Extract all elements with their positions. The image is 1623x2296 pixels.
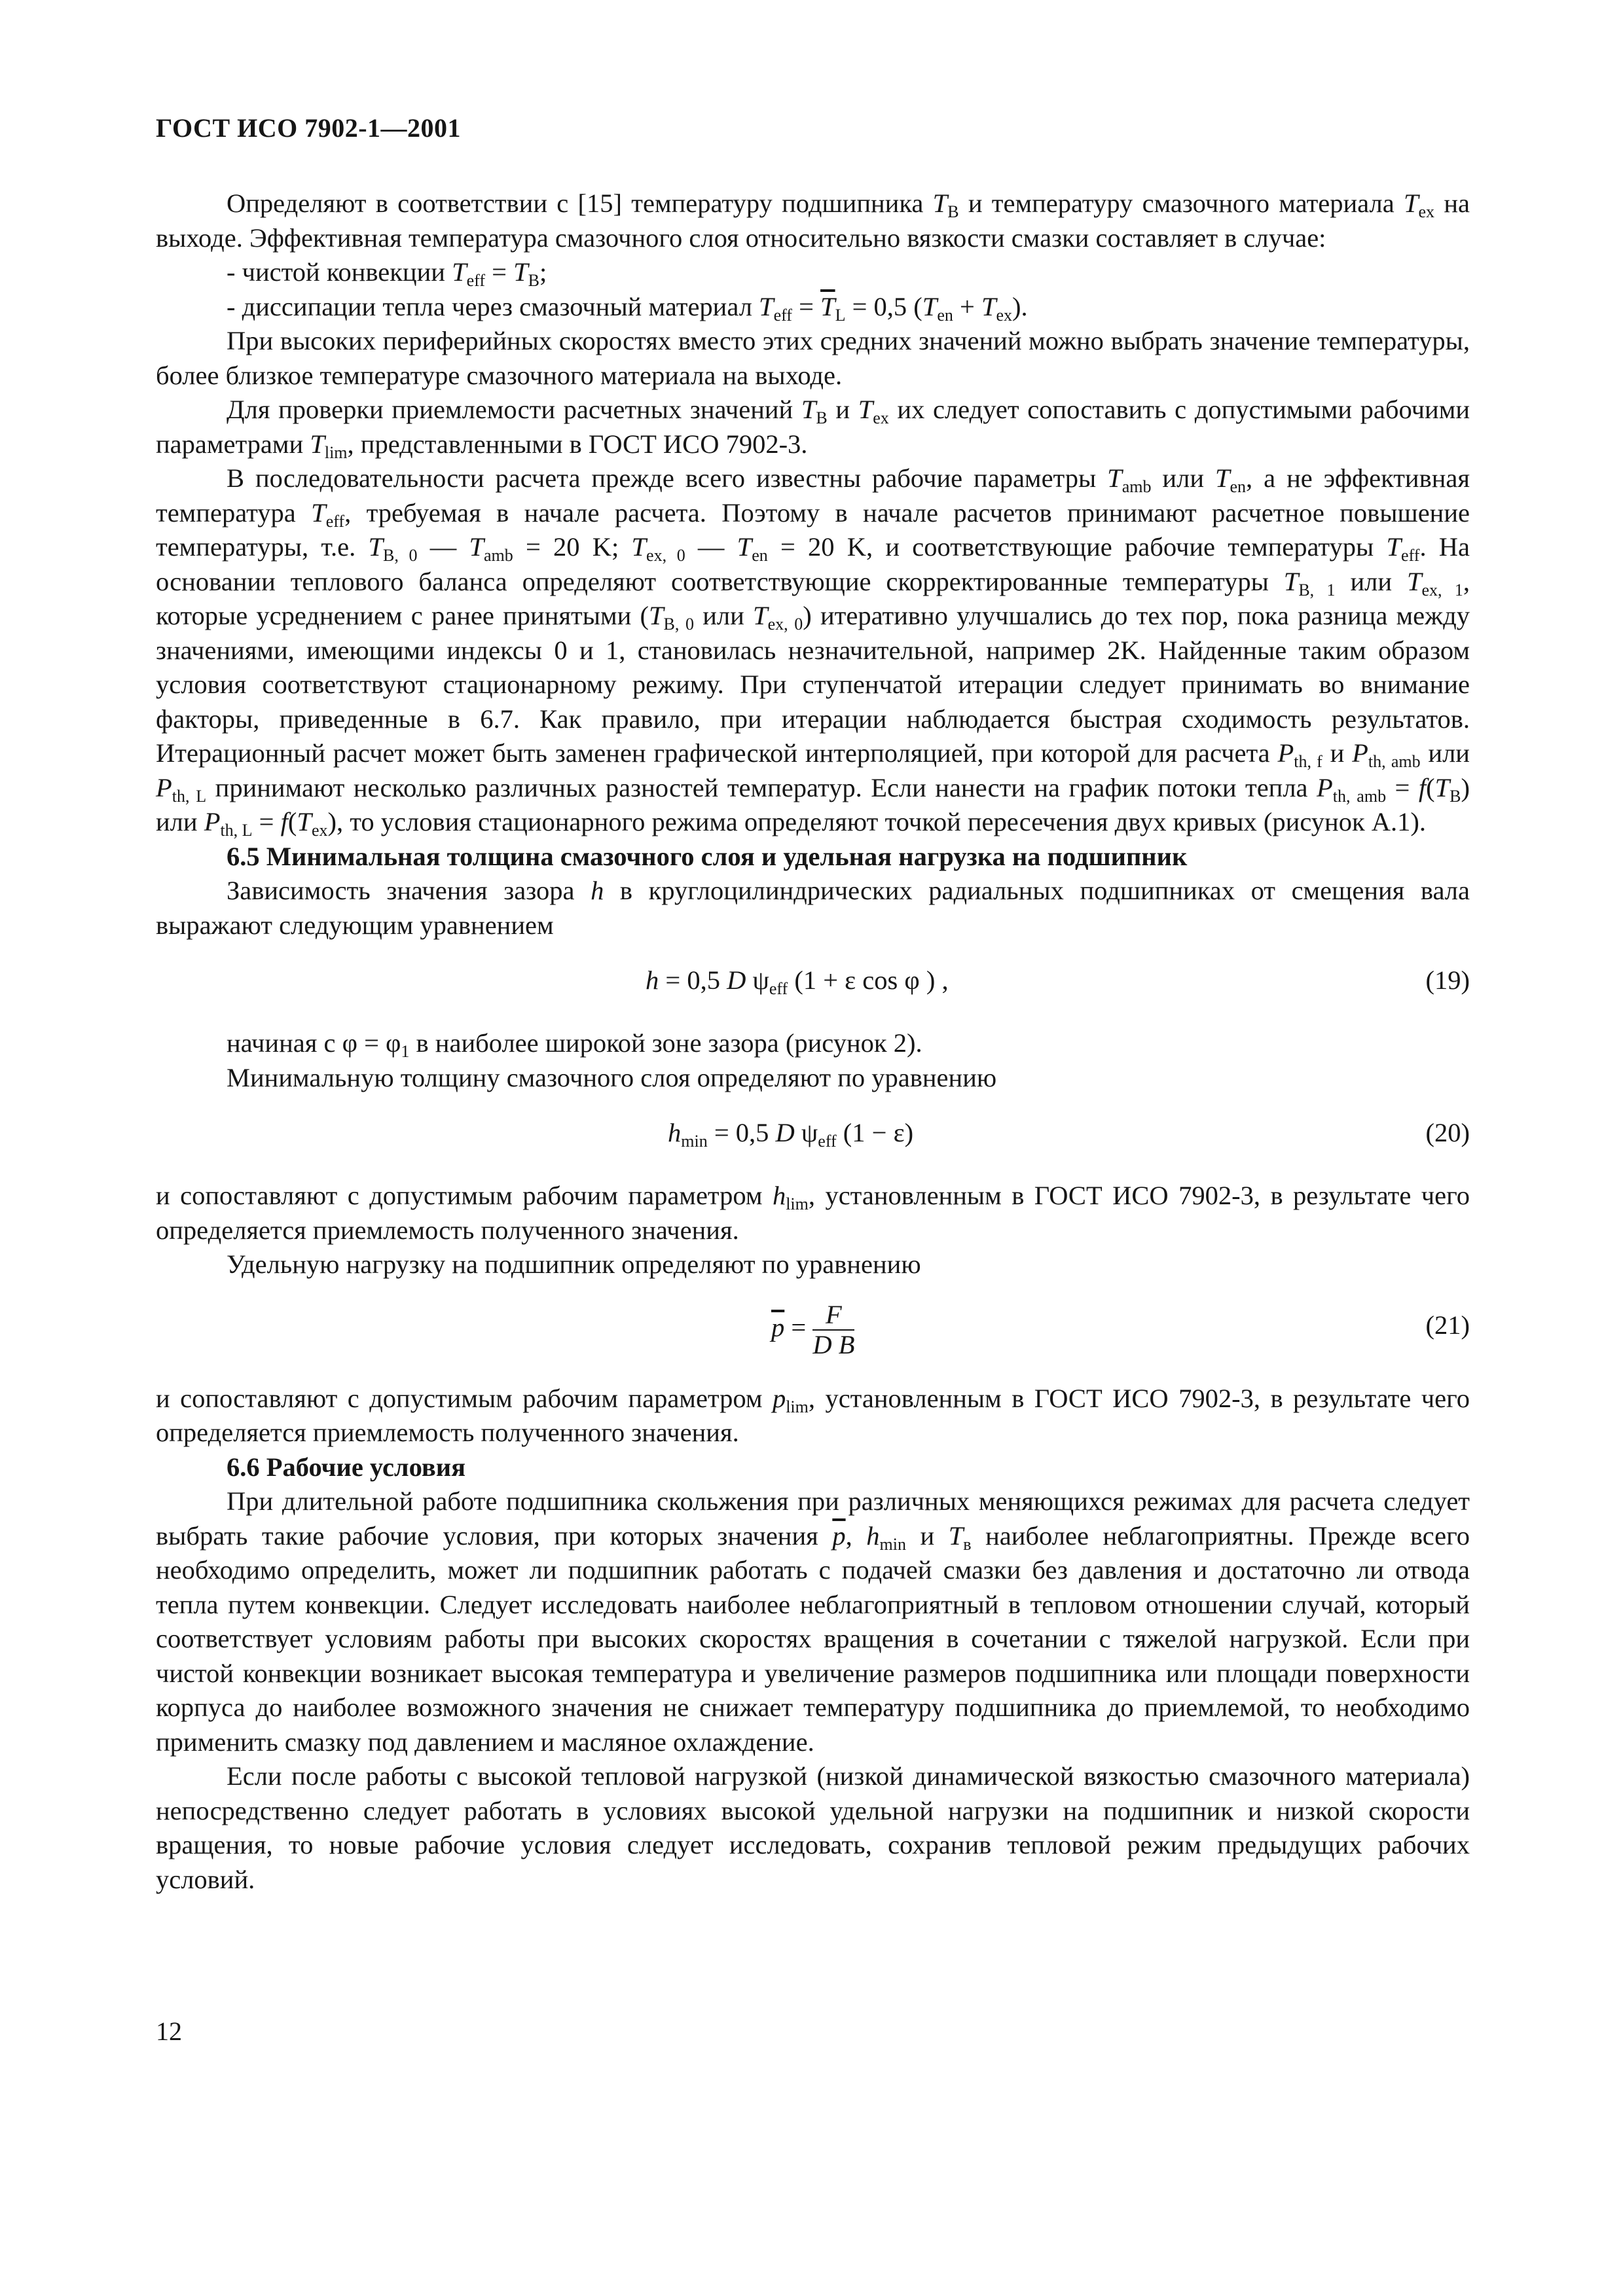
paragraph: Зависимость значения зазора h в круглоцилиндрических радиальных подшипниках от смещения вала выражают следующим уравнением (156, 876, 1470, 940)
paragraph: Определяют в соответствии с [15] температуру подшипника $T_B$ и температуру смазочного материала $T_{ex}$ на выходе. Эффективная температура смазочного слоя относительно вязкости смазки составляет в случае: (156, 188, 1470, 253)
page-number: 12 (156, 2017, 182, 2046)
paragraph: В последовательности расчета прежде всего известны рабочие параметры $T_{amb}$ или $T_{en}$, а не эффективная температура $T_{eff}$, требуемая в начале расчета. Поэтому в начале расчетов принимают расчетное повышение температуры, т.е. $T_{B, 0}$ — $T_{amb} = 20$ K; $T_{ex, 0}$ — $T_{en} = 20$ K, и соответствующие рабочие температуры $T_{eff}$. На основании теплового баланса определяют соответствующие скорректированные температуры $T_{B, 1}$ или $T_{ex, 1}$, которые усреднением с ранее принятыми ($T_{B, 0}$ или $T_{ex, 0}$) итеративно улучшались до тех пор, пока разница между значениями, имеющими индексы 0 и 1, становилась незначительной, например 2K. Найденные таким образом условия соответствуют стационарному режиму. При ступенчатой итерации следует принимать во внимание факторы, приведенные в 6.7. Как правило, при итерации наблюдается быстрая сходимость результатов. Итерационный расчет может быть заменен графической интерполяцией, при которой для расчета $P_{th, f}$ и $P_{th, amb}$ или $P_{th, L}$ принимают несколько различных разностей температур. Если нанести на график потоки тепла $P_{th, amb} = f(T_B)$ или $P_{th, L} = f(T_{ex})$, то условия стационарного режима определяют точкой пересечения двух кривых (рисунок А.1). (156, 463, 1470, 840)
equation-19: h = 0,5 D $\psi_{eff}$ (1 + ε cos φ ) , (19) (156, 942, 1470, 1026)
paragraph: Для проверки приемлемости расчетных значений $T_B$ и $T_{ex}$ их следует сопоставить с допустимыми рабочими параметрами $T_{lim}$, представленными в ГОСТ ИСО 7902-3. (156, 395, 1470, 462)
equation-20: $h_{min} = 0,5$ D $\psi_{eff}$ (1 − ε) (20) (156, 1095, 1470, 1179)
paragraph: Удельную нагрузку на подшипник определяют по уравнению (227, 1249, 921, 1279)
paragraph: начиная с $\varphi = \varphi_1$ в наиболее широкой зоне зазора (рисунок 2). (227, 1028, 922, 1061)
equation-number: (19) (1425, 965, 1470, 995)
equation-21: $\overline{p}$ = $\frac{F}{\text{D B}}$ (21) (771, 1299, 1470, 1359)
section-heading: 6.5 Минимальная толщина смазочного слоя и удельная нагрузка на подшипник (227, 841, 1188, 871)
paragraph: Минимальную толщину смазочного слоя определяют по уравнению (227, 1062, 997, 1092)
fraction: $\frac{F}{\text{D B}}$ (812, 1299, 855, 1359)
page-header: ГОСТ ИСО 7902-1—2001 (156, 113, 462, 143)
section-heading: 6.6 Рабочие условия (227, 1452, 465, 1482)
equation-number: (20) (1425, 1118, 1470, 1147)
list-item: - диссипации тепла через смазочный материал $T_{eff} = \overline{T}_L = 0,5$ $(T_{en} + T_{ex})$. (227, 291, 1028, 325)
list-item: - чистой конвекции $T_{eff} = T_B$; (227, 257, 547, 290)
body-text (156, 187, 1470, 1897)
paragraph: При длительной работе подшипника скольжения при различных меняющихся режимах для расчета следует выбрать такие рабочие условия, при которых значения $\overline{p}$, $h_{min}$ и $T_в$ наиболее неблагоприятны. Прежде всего необходимо определить, может ли подшипник работать с подачей смазки без давления и достаточно ли отвода тепла путем конвекции. Следует исследовать наиболее неблагоприятный в тепловом отношении случай, который соответствует условиям работы при высоких скоростях вращения в сочетании с тяжелой нагрузкой. Если при чистой конвекции возникает высокая температура и увеличение размеров подшипника или площади поверхности корпуса до наиболее возможного значения не снижает температуру подшипника до приемлемой, то необходимо применить смазку под давлением и масляное охлаждение. (156, 1486, 1470, 1757)
paragraph: Если после работы с высокой тепловой нагрузкой (низкой динамической вязкостью смазочного материала) непосредственно следует работать в условиях высокой удельной нагрузки на подшипник и низкой скорости вращения, то новые рабочие условия следует исследовать, сохранив тепловой режим предыдущих рабочих условий. (156, 1761, 1470, 1894)
equation-number: (21) (1425, 1310, 1470, 1340)
paragraph: При высоких периферийных скоростях вместо этих средних значений можно выбрать значение температуры, более близкое температуре смазочного материала на выходе. (156, 326, 1470, 390)
paragraph: и сопоставляют с допустимым рабочим параметром $h_{lim}$, установленным в ГОСТ ИСО 7902-3, в результате чего определяется приемлемость полученного значения. (156, 1181, 1470, 1245)
paragraph: и сопоставляют с допустимым рабочим параметром $p_{lim}$, установленным в ГОСТ ИСО 7902-3, в результате чего определяется приемлемость полученного значения. (156, 1383, 1470, 1447)
